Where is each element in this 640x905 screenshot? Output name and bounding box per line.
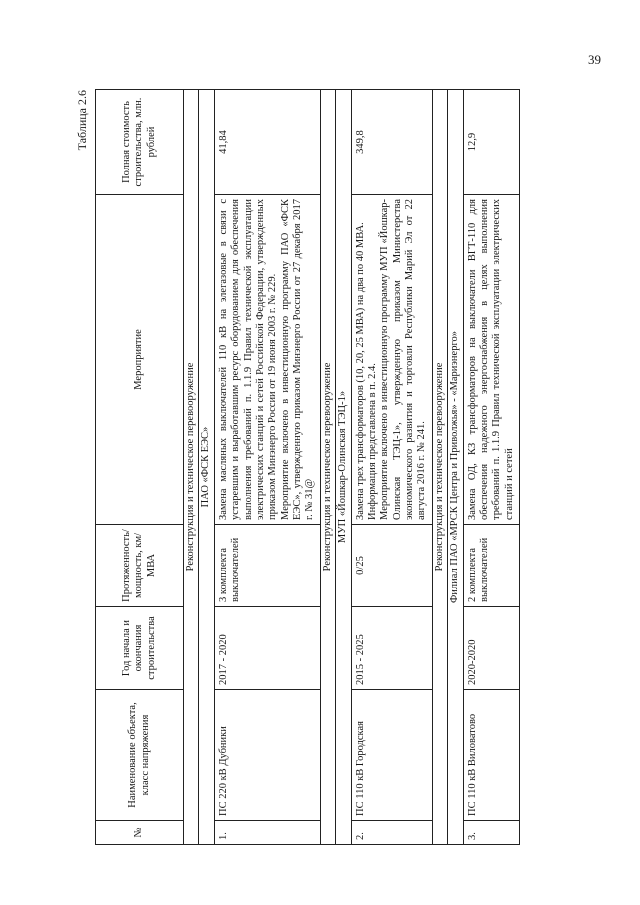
rotated-table-container — [75, 90, 625, 845]
section-subtitle-row — [336, 90, 351, 845]
section-title: Реконструкция и техническое перевооружение — [432, 90, 447, 845]
row-measure — [351, 195, 432, 525]
header-row — [96, 90, 184, 845]
header-years: Год начала и окончания строительства — [96, 607, 184, 690]
row-name: ПС 110 кВ Виловатово — [463, 690, 520, 821]
row-num: 1. — [214, 821, 320, 845]
row-capacity: 2 комплекта выключателей — [463, 525, 520, 607]
row-capacity: 3 комплекта выключателей — [214, 525, 320, 607]
table-row — [351, 90, 432, 845]
header-cost: Полная стоимость строительства, млн. рублей — [96, 90, 184, 195]
table-row — [214, 90, 320, 845]
row-years: 2020-2020 — [463, 607, 520, 690]
row-cost: 12,9 — [463, 90, 520, 195]
measure-info: Информация представлена в п. 2.4. — [366, 363, 378, 520]
measures-table — [95, 89, 520, 845]
section-subtitle: МУП «Йошкар-Олинская ТЭЦ-1» — [336, 90, 351, 845]
row-cost: 41,84 — [214, 90, 320, 195]
measure-text: Замена ОД, КЗ трансформаторов на выключатели ВГТ-110 для обеспечения надежного энергоснабжения в целях выполнения требований п. 1.1.9 Правил технической эксплуатации электрических станций и сетей — [466, 199, 515, 520]
measure-note: Мероприятие включено в инвестиционную программу МУП «Йошкар-Олинская ТЭЦ-1», утвержденную приказом Министерства экономического развития и торговли Республики Марий Эл от 22 августа 2016 г. № 241. — [379, 199, 428, 520]
measure-note: Мероприятие включено в инвестиционную программу ПАО «ФСК ЕЭС», утвержденную приказом Минэнерго России от 27 декабря 2017 г. № 31@ — [279, 199, 316, 520]
section-subtitle: ПАО «ФСК ЕЭС» — [199, 90, 214, 845]
row-num: 3. — [463, 821, 520, 845]
row-capacity: 0/25 — [351, 525, 432, 607]
section-title-row — [184, 90, 199, 845]
section-subtitle: Филиал ПАО «МРСК Центра и Приволжья» - «Мариэнерго» — [448, 90, 463, 845]
row-measure — [214, 195, 320, 525]
measure-text: Замена масляных выключателей 110 кВ на элегазовые в связи с устаревшим и выработавшим ресурс оборудованием для обеспечения выполнения требований п. 1.1.9 Правил технической эксплуатации электрических станций и сетей Российской Федерации, утвержденных приказом Минэнерго России от 19 июня 2003 г. № 229. — [217, 199, 279, 520]
section-title-row — [320, 90, 335, 845]
header-measure: Мероприятие — [96, 195, 184, 525]
section-title: Реконструкция и техническое перевооружение — [320, 90, 335, 845]
header-num: № — [96, 821, 184, 845]
table-caption: Таблица 2.6 — [75, 90, 89, 151]
row-name: ПС 110 кВ Городская — [351, 690, 432, 821]
row-measure — [463, 195, 520, 525]
section-subtitle-row — [448, 90, 463, 845]
row-num: 2. — [351, 821, 432, 845]
section-title: Реконструкция и техническое перевооружение — [184, 90, 199, 845]
row-years: 2017 - 2020 — [214, 607, 320, 690]
measure-text: Замена трех трансформаторов (10, 20, 25 МВА) на два по 40 МВА. — [354, 222, 366, 520]
row-cost: 349,8 — [351, 90, 432, 195]
row-name: ПС 220 кВ Дубники — [214, 690, 320, 821]
row-years: 2015 - 2025 — [351, 607, 432, 690]
page-number: 39 — [588, 52, 601, 67]
section-subtitle-row — [199, 90, 214, 845]
header-name: Наименование объекта, класс напряжения — [96, 690, 184, 821]
section-title-row — [432, 90, 447, 845]
header-capacity: Протяженность/ мощность, км/МВА — [96, 525, 184, 607]
table-row — [463, 90, 520, 845]
